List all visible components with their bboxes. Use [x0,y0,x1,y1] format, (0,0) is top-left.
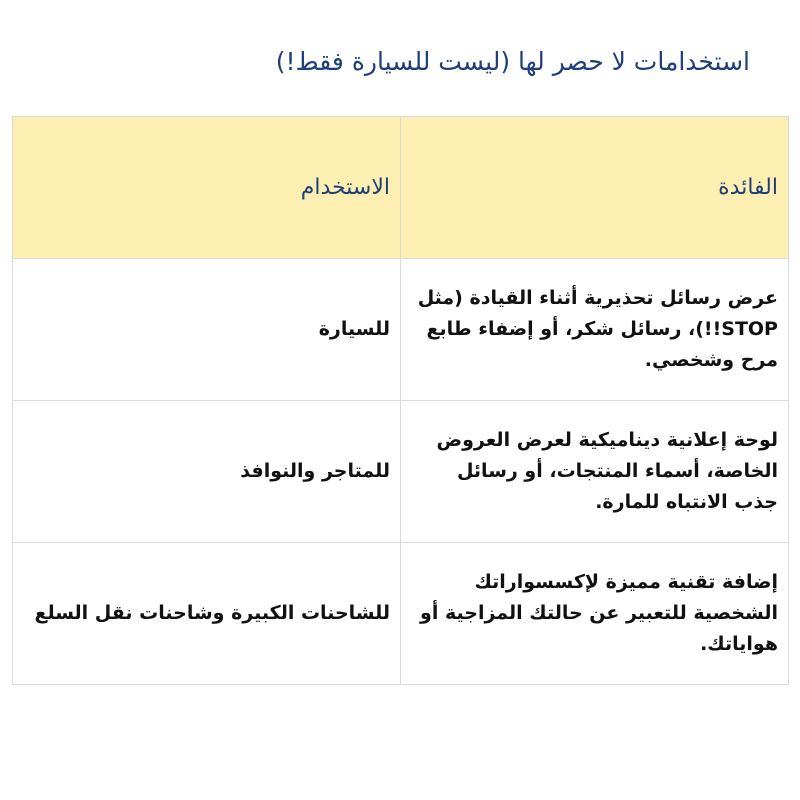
use-cell: للسيارة [13,259,401,401]
table-row [13,259,789,401]
use-cell: للمتاجر والنوافذ [13,401,401,543]
benefit-cell: إضافة تقنية مميزة لإكسسواراتك الشخصية للتعبير عن حالتك المزاجية أو هواياتك. [401,543,789,685]
table-row [13,401,789,543]
page-title: استخدامات لا حصر لها (ليست للسيارة فقط!) [275,47,750,76]
table-header [13,117,789,259]
uses-table [12,116,789,685]
benefit-cell: لوحة إعلانية ديناميكية لعرض العروض الخاصة، أسماء المنتجات، أو رسائل جذب الانتباه للمارة. [401,401,789,543]
table-row [13,543,789,685]
benefit-cell: عرض رسائل تحذيرية أثناء القيادة (مثل STOP!!)، رسائل شكر، أو إضفاء طابع مرح وشخصي. [401,259,789,401]
table-body [13,259,789,685]
header-row [13,117,789,259]
use-cell: للشاحنات الكبيرة وشاحنات نقل السلع [13,543,401,685]
header-benefit: الفائدة [401,117,789,259]
header-use: الاستخدام [13,117,401,259]
